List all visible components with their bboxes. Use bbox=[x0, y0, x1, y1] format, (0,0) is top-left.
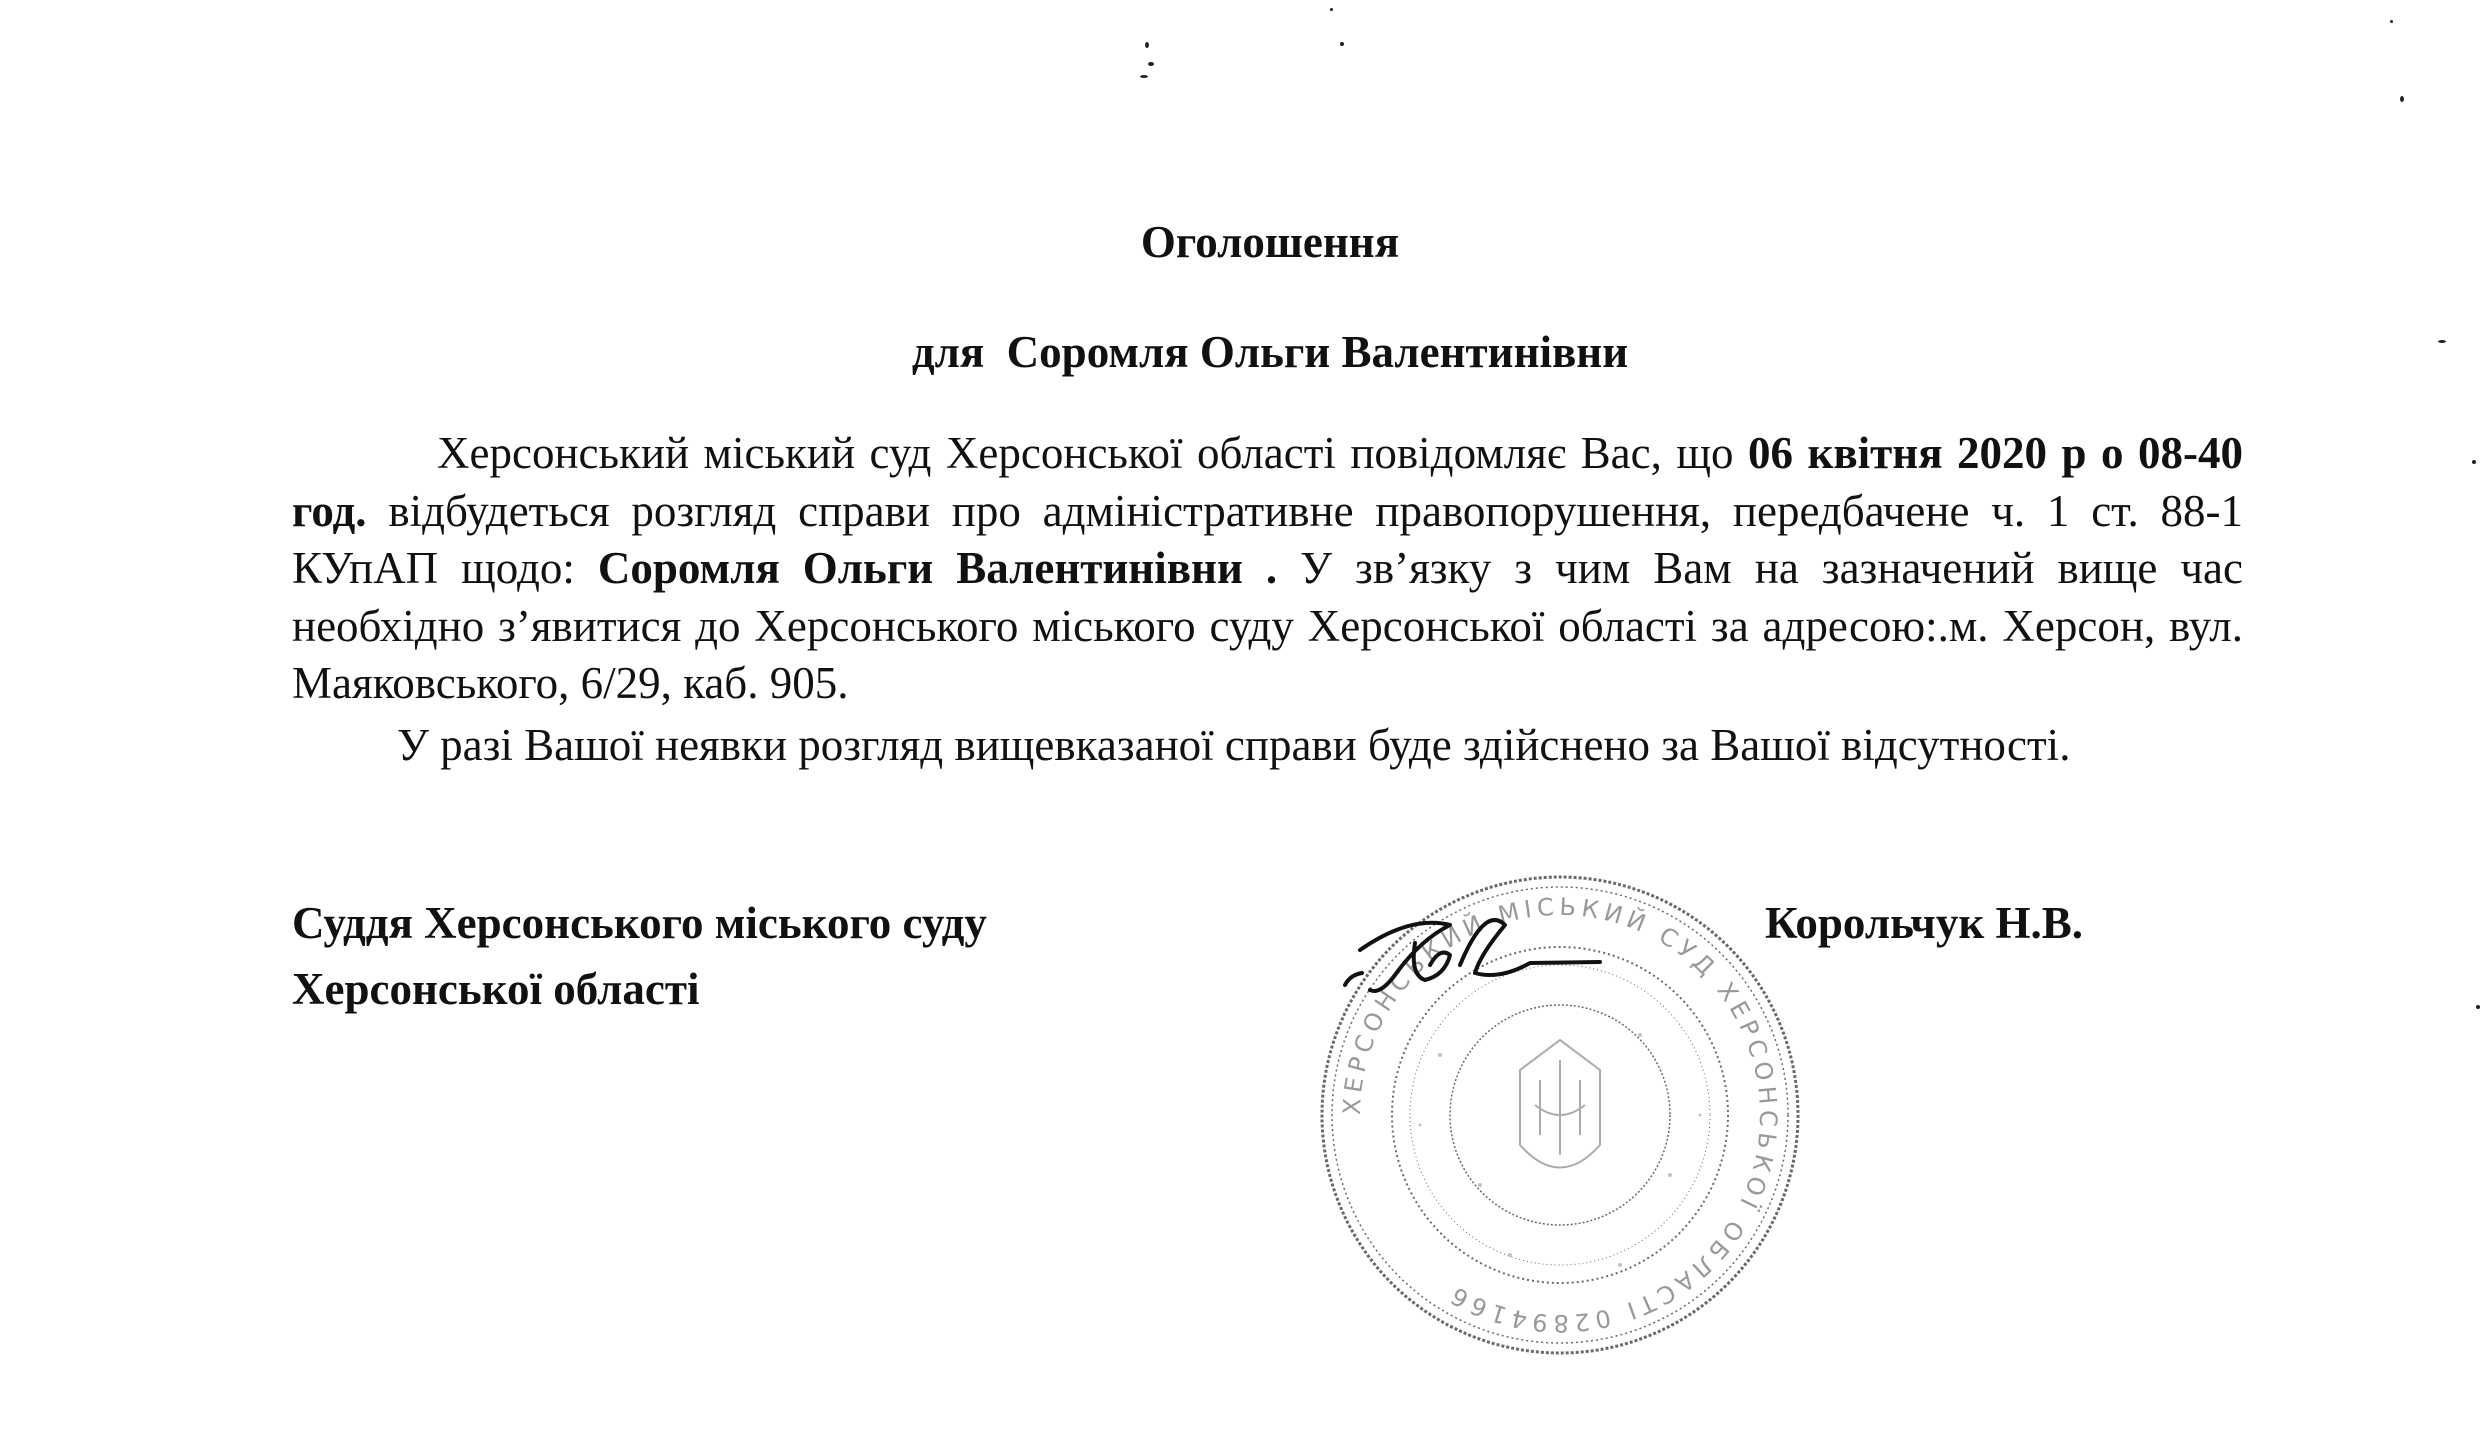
paragraph-intro: Херсонський міський суд Херсонської області повідомляє Вас, що bbox=[437, 428, 1748, 478]
paragraph-ending: У зв’язку з чим Вам на зазначений вище час необхідно з’явитися до Херсонського міського суду Херсонської області за адресою:.м. Херсон, вул. Маяковського, 6/29, каб. 905. bbox=[292, 543, 2243, 708]
scan-speck bbox=[1145, 42, 1149, 48]
seal-emblem bbox=[1520, 1040, 1600, 1168]
scan-speck bbox=[1148, 62, 1154, 66]
document-title: Оголошення bbox=[1140, 217, 1400, 267]
judge-position-line-2: Херсонської області bbox=[292, 964, 700, 1014]
notice-paragraph-1 bbox=[292, 425, 2243, 713]
seal-lettering: ХЕРСОНСЬКИЙ МІСЬКИЙ СУД ХЕРСОНСЬКОЇ ОБЛАСТІ 02894166 bbox=[1337, 892, 1783, 1338]
scan-speck bbox=[2400, 96, 2404, 102]
judge-position bbox=[292, 890, 987, 1022]
person-name: Соромля Ольги Валентинівни . bbox=[597, 543, 1278, 593]
notice-body bbox=[292, 425, 2243, 775]
scan-speck bbox=[1330, 8, 1333, 11]
scan-speck bbox=[2390, 20, 2393, 23]
hearing-date-time: 06 квітня 2020 р о 08-40 год. bbox=[292, 428, 2243, 536]
court-seal-stamp bbox=[1300, 855, 1820, 1375]
notice-paragraph-2: У разі Вашої неявки розгляд вищевказаної справи буде здійснено за Вашої відсутності. bbox=[397, 719, 2071, 770]
scan-speck bbox=[1140, 75, 1148, 78]
judge-position-line-1: Суддя Херсонського міського суду bbox=[292, 898, 987, 948]
judge-name: Корольчук Н.В. bbox=[1765, 898, 2084, 948]
scan-speck bbox=[2472, 460, 2476, 464]
paragraph-middle: відбудеться розгляд справи про адміністративне правопорушення, передбачене ч. 1 ст. 88-1 КУпАП щодо: bbox=[292, 485, 2243, 593]
scan-speck bbox=[1340, 42, 1344, 46]
document-addressee: для Соромля Ольги Валентинівни bbox=[911, 327, 1629, 377]
scan-speck bbox=[2476, 1005, 2480, 1009]
